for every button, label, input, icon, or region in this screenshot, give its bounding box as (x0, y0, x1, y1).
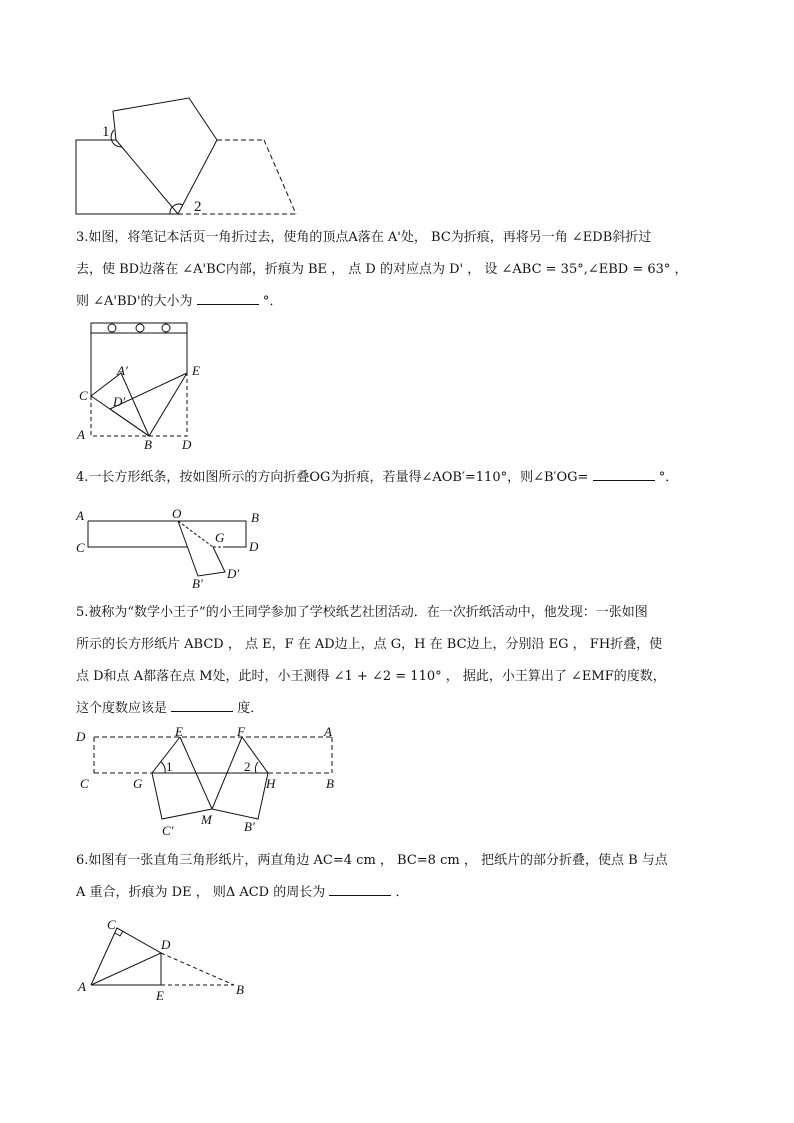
q6-line-2-post: ． (395, 885, 409, 900)
fig5-label-M: M (201, 812, 212, 827)
q5-line-3: 点 D和点 A都落在点 M处，此时，小王测得 ∠1 + ∠2 = 110° ， 据此，小王算出了 ∠EMF的度数， (76, 669, 666, 684)
fig3-label-D-prime: D′ (113, 394, 126, 409)
figure-notebook-fold (70, 318, 220, 453)
fig6-label-A: A (78, 979, 86, 994)
fig1-label-1: 1 (102, 124, 110, 140)
q3-line-3-pre: 则 ∠A'BD'的大小为 (76, 294, 193, 309)
q5-line-4-pre: 这个度数应该是 (76, 701, 168, 716)
fig5-label-D: D (76, 729, 86, 744)
figure-right-triangle-fold (70, 912, 260, 1007)
fig3-label-E: E (192, 363, 200, 378)
fig5-label-B-prime: B′ (244, 819, 255, 834)
q5-answer-blank[interactable] (171, 697, 233, 712)
figure-rectangle-double-fold (70, 724, 360, 844)
q4-answer-blank[interactable] (593, 466, 655, 481)
fig6-label-E: E (156, 988, 164, 1003)
fig4-label-D: D (249, 539, 259, 554)
fig4-label-B-prime: B′ (192, 576, 203, 591)
fig6-label-D: D (161, 937, 171, 952)
fig5-label-2: 2 (244, 759, 251, 774)
fig3-label-C: C (79, 388, 88, 403)
fig5-label-F: F (237, 724, 245, 739)
q5-line-1: 5.被称为“数学小王子”的小王同学参加了学校纸艺社团活动．在一次折纸活动中，他发现：一张如图 (76, 605, 648, 620)
fig4-label-O: O (172, 506, 182, 521)
q3-line-2: 去，使 BD边落在 ∠A'BC内部，折痕为 BE ， 点 D 的对应点为 D' ， 设 ∠ABC = 35°,∠EBD = 63° ， (76, 262, 688, 277)
q3-line-3-post: °． (262, 294, 283, 309)
fig4-label-D-prime: D′ (227, 566, 240, 581)
fig3-label-D: D (182, 437, 192, 452)
fig4-label-G: G (215, 530, 225, 545)
fig5-label-C: C (80, 776, 89, 791)
fig5-label-1: 1 (166, 759, 173, 774)
fig4-label-C: C (76, 540, 85, 555)
figure-fold-angles (70, 92, 310, 222)
q4-text-pre: 4.一长方形纸条，按如图所示的方向折叠OG为折痕，若量得∠AOB′=110°，则∠B′OG= (76, 470, 589, 485)
question-4 (76, 462, 726, 494)
fig5-label-H: H (266, 776, 276, 791)
q6-answer-blank[interactable] (329, 881, 391, 896)
question-5 (76, 597, 726, 725)
figure-strip-fold (70, 504, 270, 594)
q6-line-1: 6.如图有一张直角三角形纸片，两直角边 AC=4 cm ， BC=8 cm ， 把纸片的部分折叠，使点 B 与点 (76, 853, 668, 868)
fig1-label-2: 2 (194, 199, 202, 215)
fig5-label-C-prime: C′ (162, 823, 174, 838)
q5-line-4-post: 度． (237, 701, 264, 716)
fig5-label-A: A (324, 724, 332, 739)
fig3-label-A-prime: A′ (117, 363, 128, 378)
fig5-label-G: G (133, 776, 143, 791)
fig3-label-A: A (77, 427, 85, 442)
fig4-label-B: B (251, 510, 259, 525)
fig6-label-C: C (107, 917, 116, 932)
fig4-label-A: A (76, 508, 84, 523)
question-6 (76, 845, 726, 909)
fig3-label-B: B (144, 437, 152, 452)
q5-line-2: 所示的长方形纸片 ABCD ， 点 E，F 在 AD边上，点 G，H 在 BC边上，分别沿 EG ， FH折叠，使 (76, 637, 663, 652)
fig6-label-B: B (236, 982, 244, 997)
q6-line-2-pre: A 重合，折痕为 DE ， 则Δ ACD 的周长为 (76, 885, 326, 900)
fig5-label-E: E (175, 724, 183, 739)
q4-text-post: °． (658, 470, 679, 485)
q3-answer-blank[interactable] (197, 290, 259, 305)
question-3 (76, 222, 726, 318)
q3-line-1: 3.如图，将笔记本活页一角折过去，使角的顶点A落在 A'处， BC为折痕，再将另一角 ∠EDB斜折过 (76, 230, 652, 245)
fig5-label-B: B (326, 776, 334, 791)
